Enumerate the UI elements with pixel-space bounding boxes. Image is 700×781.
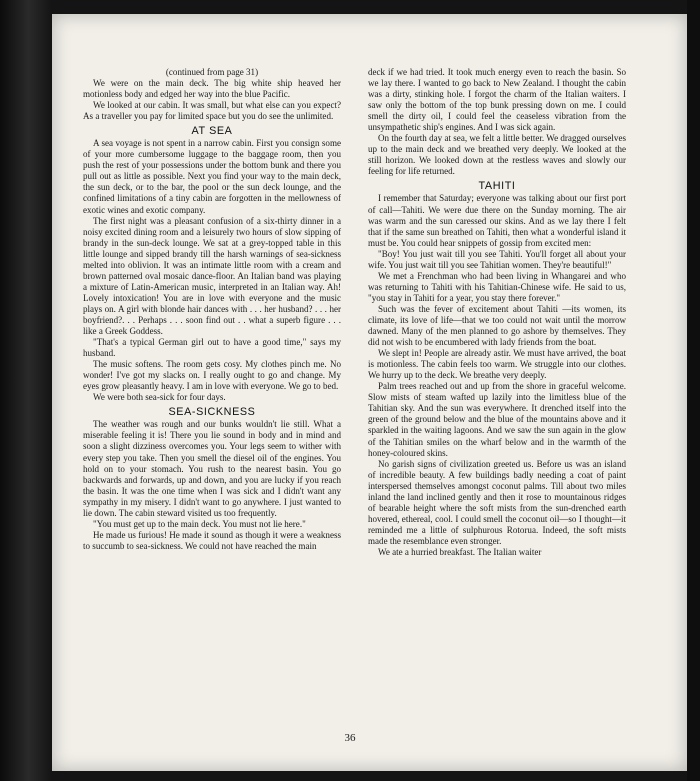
- paragraph: The first night was a pleasant confusion of a six-thirty dinner in a noisy excited dining room and a leisurely two hours of slow sipping of brandy in the sun-deck lounge. We sat at a grey-topped table in this little lounge and sipped brandy till the harsh warnings of sea-sickness melted into oblivion. It was an intimate little room with a cream and brown patterned oval mosaic dance-floor. An Italian band was playing a mixture of Latin-American music, interpreted in an Italian way. Ah! Lovely intoxication! You are in love with everyone and the music plays on. A girl with blonde hair dances with . . . her husband? . . . her boyfriend?. . . Perhaps . . . soon find out . . what a superb figure . . . like a Greek Goddess.: [83, 215, 341, 337]
- left-column: [83, 67, 341, 552]
- paragraph: The music softens. The room gets cosy. My clothes pinch me. No wonder! I've got my slacks on. I really ought to go and change. My eyes grow pleasantly heavy. I am in love with everyone. We go to bed.: [83, 359, 341, 392]
- book-spine-shadow: [0, 0, 52, 781]
- paragraph: We were on the main deck. The big white ship heaved her motionless body and edged her way into the blue Pacific.: [83, 78, 341, 100]
- paragraph: "Boy! You just wait till you see Tahiti. You'll forget all about your wife. You just wait till you see Tahitian women. They're beautiful!": [368, 248, 626, 270]
- paragraph: No garish signs of civilization greeted us. Before us was an island of incredible beauty. A few buildings badly needing a coat of paint interspersed themselves amongst coconut palms. Till about two miles inland the land inclined gently and then it rose to mountainous ridges of bearable height where the soft mists from the sun-drenched earth hovered, ethereal, cool. I could smell the coconut oil—so I thought—it reminded me a little of sulphurous Rotorua. Indeed, the soft mists made the resemblance even stronger.: [368, 458, 626, 546]
- paragraph: A sea voyage is not spent in a narrow cabin. First you consign some of your more cumbersome luggage to the baggage room, then you push the rest of your possessions under the bottom bunk and there you pull out as little as possible. Next you find your way to the main deck, the sun deck, or to the bar, the pool or the sun deck lounge, and the confined limitations of a tiny cabin are forgotten in the mellowness of exotic wines and exotic company.: [83, 138, 341, 215]
- paragraph: "That's a typical German girl out to have a good time," says my husband.: [83, 337, 341, 359]
- paragraph: We slept in! People are already astir. We must have arrived, the boat is motionless. The cabin feels too warm. We struggle into our clothes. We hurry up to the deck. We breathe very deeply.: [368, 348, 626, 381]
- section-heading-tahiti: TAHITI: [478, 180, 516, 193]
- paragraph: He made us furious! He made it sound as though it were a weakness to succumb to sea-sickness. We could not have reached the main: [83, 529, 341, 551]
- page-number: 36: [344, 732, 356, 744]
- page-right-edge: [687, 0, 700, 781]
- continued-note: (continued from page 31): [165, 67, 259, 77]
- paragraph: Such was the fever of excitement about Tahiti —its women, its climate, its love of life—that we too could not wait until the morrow dawned. Many of the men planned to go ashore by themselves. They did not wish to be encumbered with lady friends from the boat.: [368, 303, 626, 348]
- paragraph: We were both sea-sick for four days.: [93, 392, 226, 403]
- paragraph: We ate a hurried breakfast. The Italian waiter: [378, 546, 542, 557]
- paragraph: deck if we had tried. It took much energy even to reach the basin. So we lay there. I wanted to go back to New Zealand. I thought the cabin was a dirty, stinking hole. I forgot the charm of the Italian waiters. I saw only the bottom of the top bunk pressing down on me. I could smell the dirty oil, I could feel the ceaseless vibration from the unsympathetic ship's engines. And I was sick again.: [368, 67, 626, 133]
- paragraph: I remember that Saturday; everyone was talking about our first port of call—Tahiti. We were due there on the Sunday morning. The air was warm and the sun caressed our skins. And as we lay there I felt that if the same sun breathed on Tahiti, then what a wonderful island it must be. You could hear snippets of gossip from excited men:: [368, 193, 626, 248]
- paragraph: Palm trees reached out and up from the shore in graceful welcome. Slow mists of steam wafted up lazily into the limitless blue of the Tahitian sky. And the sun was everywhere. It drenched itself into the green of the ground below and the blue of the mountains above and it sparkled in the waiting lagoons. And we saw the sun again in the glow of the Tahitian smiles on the wharf below and in the warmth of the honey-coloured skins.: [368, 381, 626, 458]
- paragraph: The weather was rough and our bunks wouldn't lie still. What a miserable feeling it is! There you lie sound in body and in mind and soon a slight dizziness overcomes you. Your legs seem to wither with every step you take. Then you smell the diesel oil of the engines. You hold on to your stomach. You rush to the nearest basin. You go backwards and forwards, up and down, and you are lucky if you reach the basin. It was the one time when I was sick and I didn't want any sympathy in my misery. I didn't want to go anywhere. I just wanted to lie down. The cabin steward visited us too frequently.: [83, 419, 341, 518]
- paragraph: "You must get up to the main deck. You must not lie here.": [93, 518, 306, 529]
- paragraph: On the fourth day at sea, we felt a little better. We dragged ourselves up to the main deck and we breathed very deeply. We looked at the still horizon. We looked down at the restless waves and slowly our feeling for life returned.: [368, 133, 626, 177]
- section-heading-at-sea: AT SEA: [191, 125, 233, 138]
- section-heading-sea-sickness: SEA-SICKNESS: [168, 406, 256, 419]
- right-column: [368, 67, 626, 558]
- paragraph: We looked at our cabin. It was small, but what else can you expect? As a traveller you pay for limited space but you do see the unlimited.: [83, 100, 341, 122]
- paragraph: We met a Frenchman who had been living in Whangarei and who was returning to Tahiti with his Tahitian-Chinese wife. He said to us, "you stay in Tahiti for a year, you stay there forever.": [368, 270, 626, 303]
